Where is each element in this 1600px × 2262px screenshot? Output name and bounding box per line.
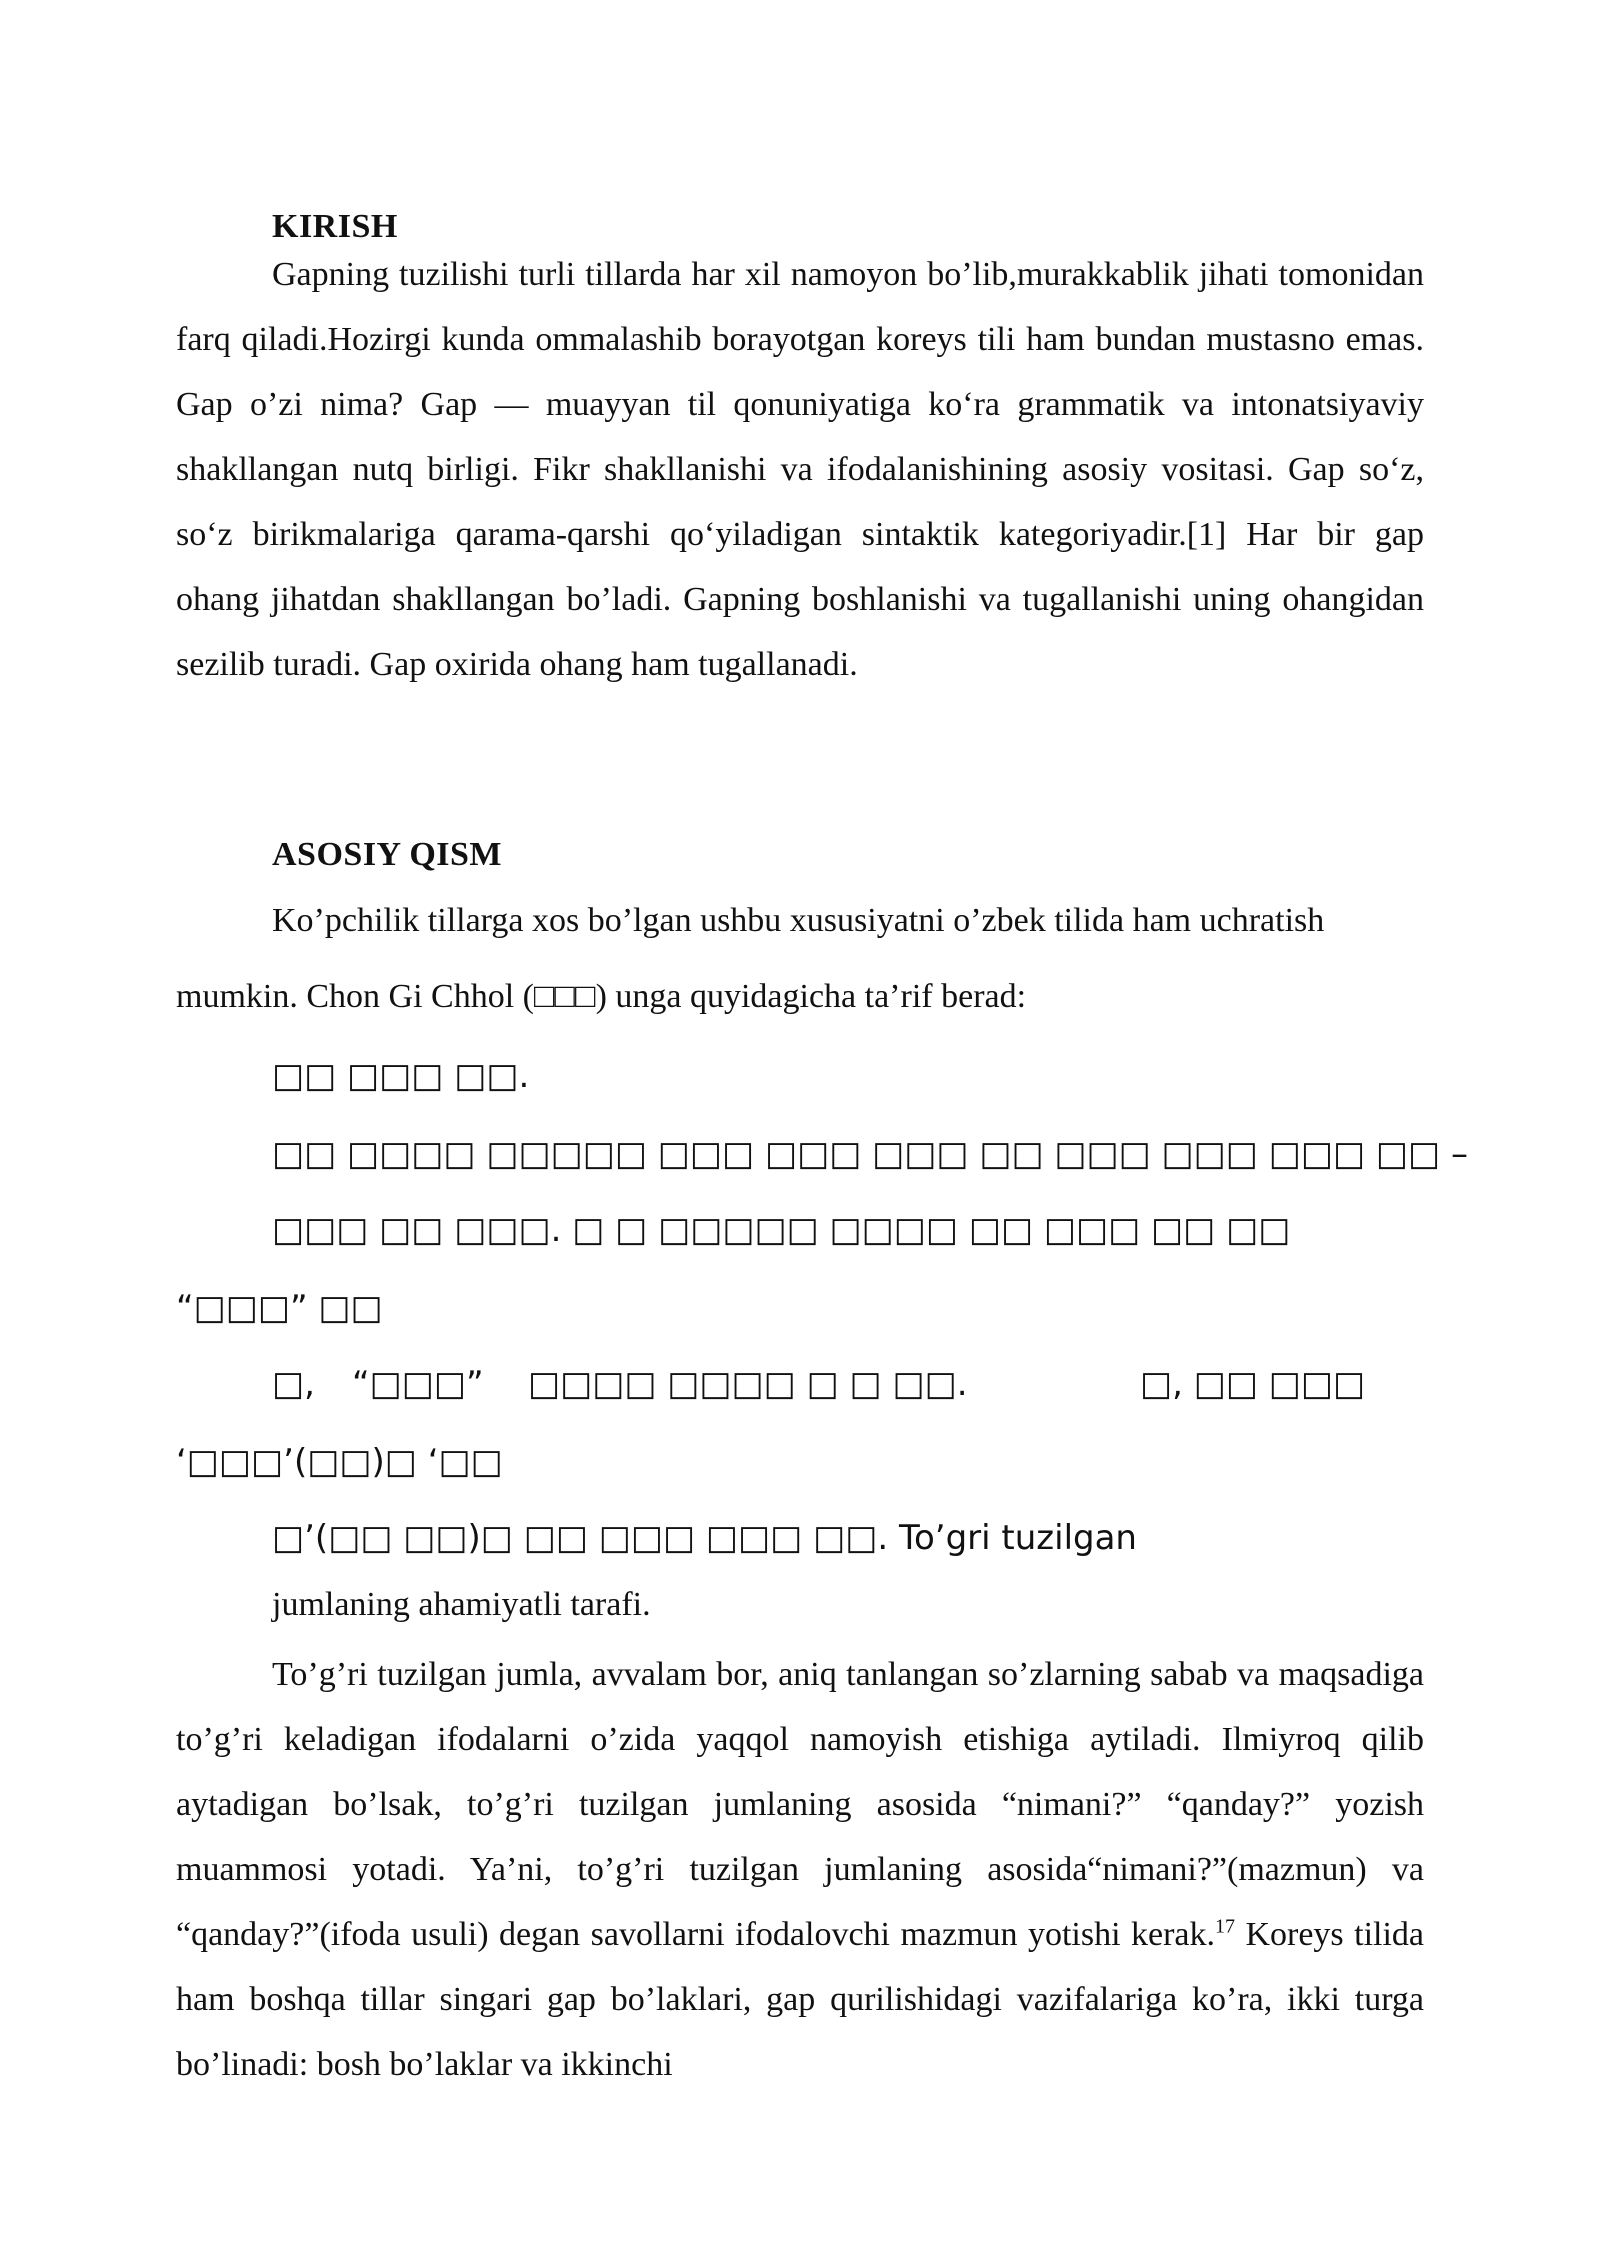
korean-line: “□□□” □□: [176, 1288, 383, 1328]
main-heading: ASOSIY QISM: [272, 836, 503, 873]
korean-fragment: □,: [272, 1364, 315, 1404]
korean-line: □□ □□□ □□.: [272, 1056, 530, 1096]
korean-fragment: □, □□ □□□: [1140, 1364, 1366, 1404]
main-line-1: Ko’pchilik tillarga xos bo’lgan ushbu xususiyatni o’zbek tilida ham uchratish: [272, 902, 1325, 939]
body-paragraph-block: [176, 1642, 1424, 2097]
korean-line: □’(□□ □□)□ □□ □□□ □□□ □□. To’gri tuzilgan: [272, 1518, 1137, 1558]
intro-paragraph: Gapning tuzilishi turli tillarda har xil namoyon bo’lib,murakkablik jihati tomonidan farq qiladi.Hozirgi kunda ommalashib borayotgan koreys tili ham bundan mustasno emas. Gap o’zi nima? Gap — muayyan til qonuniyatiga ko‘ra grammatik va intonatsiyaviy shakllangan nutq birligi. Fikr shakllanishi va ifodalanishining asosiy vositasi. Gap so‘z, so‘z birikmalariga qarama-qarshi qo‘yiladigan sintaktik kategoriyadir.[1] Har bir gap ohang jihatdan shakllangan bo’ladi. Gapning boshlanishi va tugallanishi uning ohangidan sezilib turadi. Gap oxirida ohang ham tugallanadi.: [176, 256, 1424, 683]
korean-line: □□ □□□□ □□□□□ □□□ □□□ □□□ □□ □□□ □□□ □□□ □□ –: [272, 1134, 1468, 1174]
body-paragraph: To’g’ri tuzilgan jumla, avvalam bor, aniq tanlangan so’zlarning sabab va maqsadiga to’g’ri keladigan ifodalarni o’zida yaqqol namoyish etishiga aytiladi. Ilmiyroq qilib aytadigan bo’lsak, to’g’ri tuzilgan jumlaning asosida “nimani?” “qanday?” yozish muammosi yotadi. Ya’ni, to’g’ri tuzilgan jumlaning asosida“nimani?”(mazmun) va “qanday?”(ifoda usuli) degan savollarni ifodalovchi mazmun yotishi kerak.$^{17}$ Koreys tilida ham boshqa tillar singari gap bo’laklari, gap qurilishidagi vazifalariga ko’ra, ikki turga bo’linadi: bosh bo’laklar va ikkinchi: [176, 1656, 1424, 2083]
main-line-2: mumkin. Chon Gi Chhol (□□□) unga quyidagicha ta’rif berad:: [176, 978, 1027, 1015]
korean-line: □□□ □□ □□□. □ □ □□□□□ □□□□ □□ □□□ □□ □□: [272, 1210, 1291, 1250]
korean-caption: jumlaning ahamiyatli tarafi.: [272, 1586, 651, 1623]
korean-line: ‘□□□’(□□)□ ‘□□: [176, 1442, 503, 1482]
intro-heading: KIRISH: [272, 208, 398, 245]
korean-fragment: □□□□ □□□□ □ □ □□.: [528, 1364, 968, 1404]
footnote-marker[interactable]: 17: [1215, 1915, 1236, 1938]
korean-fragment: “□□□”: [352, 1364, 484, 1404]
intro-paragraph-block: [176, 242, 1424, 697]
